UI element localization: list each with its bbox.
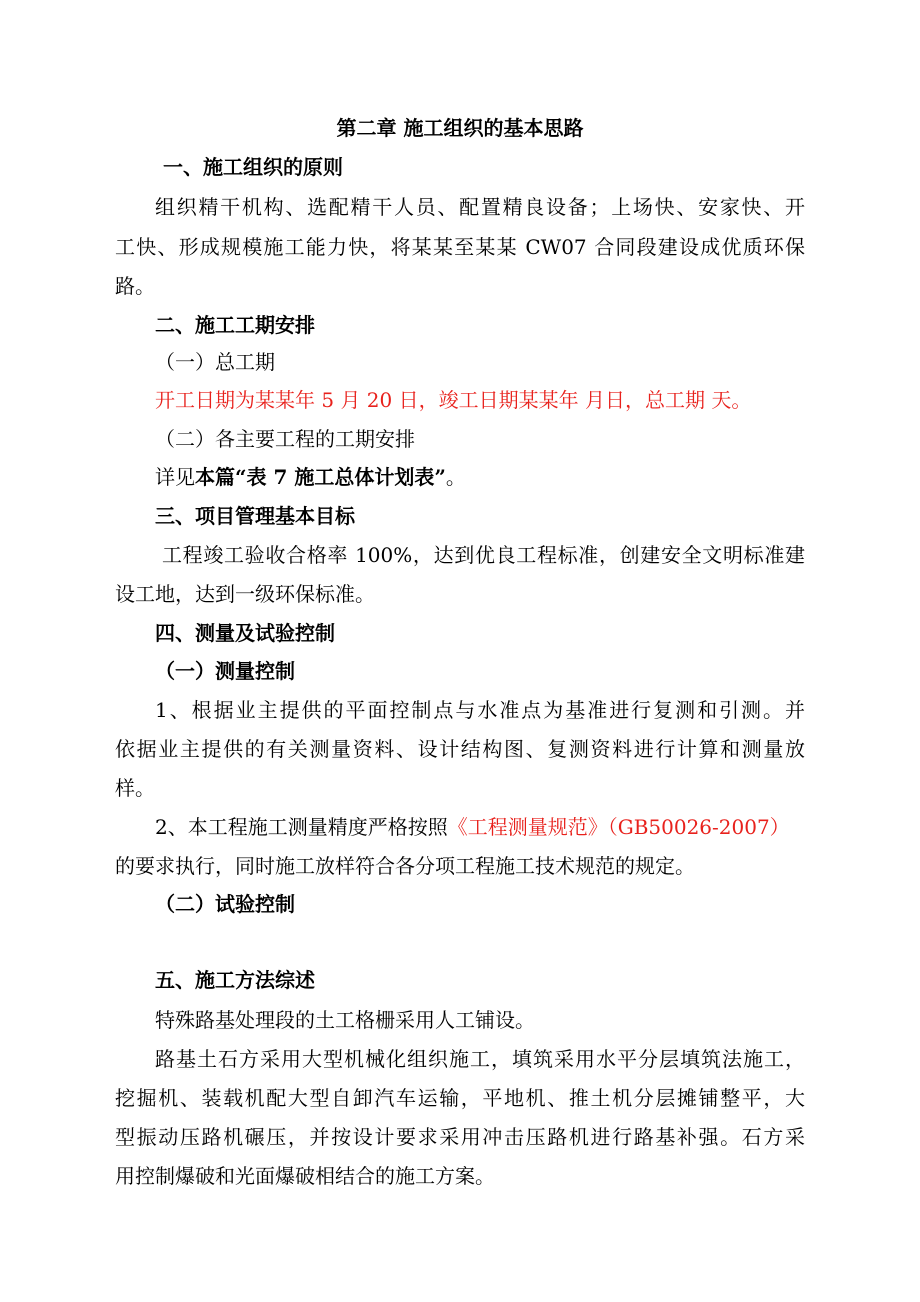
section-5-paragraph-2-line-2: 挖掘机、装载机配大型自卸汽车运输，平地机、推土机分层摊铺整平，大 bbox=[115, 1086, 805, 1110]
reference-prefix: 详见 bbox=[155, 465, 195, 489]
survey-point-1-line-1: 1、根据业主提供的平面控制点与水准点为基准进行复测和引测。并 bbox=[155, 698, 805, 722]
section-2-heading: 二、施工工期安排 bbox=[155, 313, 315, 337]
reference-table-name: 本篇“表 7 施工总体计划表” bbox=[195, 465, 446, 489]
reference-suffix: 。 bbox=[445, 465, 466, 489]
section-5-paragraph-2-line-1: 路基土石方采用大型机械化组织施工，填筑采用水平分层填筑法施工， bbox=[155, 1047, 805, 1071]
section-5-paragraph-1: 特殊路基处理段的土工格栅采用人工铺设。 bbox=[155, 1008, 535, 1032]
survey-standard-reference: 《工程测量规范》（GB50026-2007） bbox=[447, 815, 790, 839]
survey-point-2-prefix: 2、本工程施工测量精度严格按照 bbox=[155, 815, 448, 839]
survey-point-2-line-2: 的要求执行，同时施工放样符合各分项工程施工技术规范的规定。 bbox=[115, 854, 695, 878]
chapter-title: 第二章 施工组织的基本思路 bbox=[336, 116, 584, 140]
section-3-heading: 三、项目管理基本目标 bbox=[155, 504, 355, 528]
section-1-paragraph-line-2: 工快、形成规模施工能力快，将某某至某某 CW07 合同段建设成优质环保 bbox=[115, 235, 805, 259]
total-duration-subheading: （一）总工期 bbox=[155, 350, 275, 374]
section-1-paragraph-line-1: 组织精干机构、选配精干人员、配置精良设备；上场快、安家快、开 bbox=[155, 195, 805, 219]
test-control-subheading: （二）试验控制 bbox=[155, 892, 295, 916]
section-1-paragraph-line-3: 路。 bbox=[115, 274, 155, 298]
survey-point-1-line-2: 依据业主提供的有关测量资料、设计结构图、复测资料进行计算和测量放 bbox=[115, 737, 805, 761]
survey-point-1-line-3: 样。 bbox=[115, 776, 155, 800]
survey-control-subheading: （一）测量控制 bbox=[155, 659, 295, 683]
schedule-dates-line: 开工日期为某某年 5 月 20 日，竣工日期某某年 月日，总工期 天。 bbox=[155, 388, 752, 412]
section-5-heading: 五、施工方法综述 bbox=[155, 968, 315, 992]
section-3-paragraph-line-1: 工程竣工验收合格率 100%，达到优良工程标准，创建安全文明标准建 bbox=[162, 543, 805, 567]
section-5-paragraph-2-line-4: 用控制爆破和光面爆破相结合的施工方案。 bbox=[115, 1164, 495, 1188]
section-3-paragraph-line-2: 设工地，达到一级环保标准。 bbox=[115, 582, 375, 606]
section-4-heading: 四、测量及试验控制 bbox=[155, 621, 335, 645]
section-1-heading: 一、施工组织的原则 bbox=[163, 155, 343, 179]
survey-point-2-line-1 bbox=[155, 815, 790, 839]
main-works-schedule-subheading: （二）各主要工程的工期安排 bbox=[155, 427, 415, 451]
section-5-paragraph-2-line-3: 型振动压路机碾压，并按设计要求采用冲击压路机进行路基补强。石方采 bbox=[115, 1125, 805, 1149]
schedule-reference-line bbox=[155, 465, 466, 489]
